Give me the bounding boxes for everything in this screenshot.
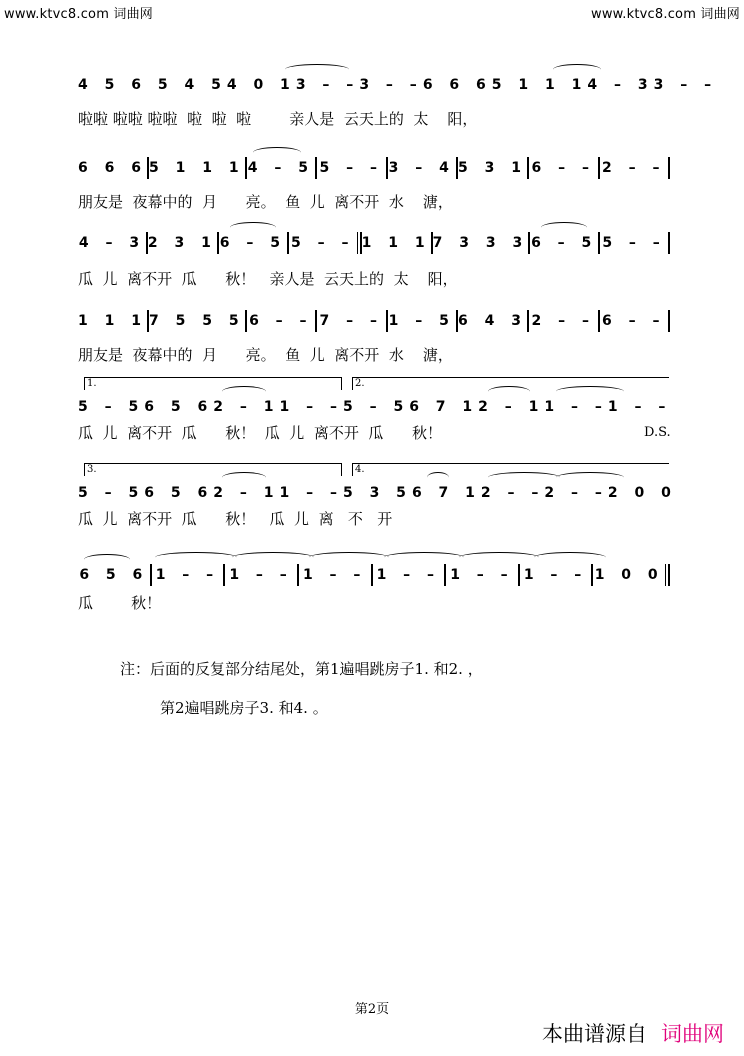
tie-arc <box>556 386 624 397</box>
measure: 6 – 5 <box>219 235 286 251</box>
measure: 6 – – <box>249 313 313 329</box>
tie-arc <box>459 552 539 563</box>
measure: 7 5 5 5 <box>148 313 245 329</box>
notes-row-7 <box>78 562 670 588</box>
watermark-left: www.ktvc8.com 词曲网 <box>4 7 154 22</box>
measure: 1 – – <box>279 399 343 415</box>
volta-label: 2. <box>355 378 365 389</box>
measure: 3 – 4 <box>388 160 455 176</box>
slur-arc <box>553 64 601 75</box>
measure: 1 – – <box>376 567 441 583</box>
measure: 4 – 3 <box>587 77 654 93</box>
notes-row-1 <box>78 72 718 98</box>
lyric-line: 啦啦 啦啦 啦啦 啦 啦 啦 亲人是 云天上的 太 阳， <box>78 110 478 128</box>
lyrics-row-4 <box>78 344 670 368</box>
measure: 1 – – <box>523 567 588 583</box>
final-barline <box>665 564 670 586</box>
measure: 5 – – <box>319 160 384 176</box>
brand-text: 本曲谱源自 <box>542 1022 647 1046</box>
slur-arc <box>230 222 276 233</box>
lyrics-row-6 <box>78 508 670 532</box>
ds-marking: D.S. <box>644 425 671 440</box>
measure: 6 6 6 <box>422 77 492 93</box>
measure: 2 – – <box>544 485 608 501</box>
tie-arc <box>534 552 606 563</box>
measure: 1 1 1 <box>361 235 431 251</box>
lyrics-row-2 <box>78 191 670 215</box>
measure: 1 – – <box>607 399 672 415</box>
measure: 2 – 1 <box>213 485 280 501</box>
watermark-right: www.ktvc8.com 词曲网 <box>590 7 740 22</box>
measure: 6 – 5 <box>531 235 598 251</box>
measure: 1 – – <box>155 567 220 583</box>
slur-arc <box>427 472 449 483</box>
measure: 5 1 1 1 <box>491 77 588 93</box>
measure: 2 0 0 <box>607 485 677 501</box>
measure: 4 – 5 <box>247 160 314 176</box>
tie-arc <box>309 552 389 563</box>
measure: 1 – – <box>279 485 343 501</box>
barline <box>668 157 670 179</box>
notes-row-3 <box>78 230 670 256</box>
tie-arc <box>384 552 464 563</box>
measure: 6 – – <box>601 313 666 329</box>
measure: 1 1 1 <box>78 313 147 329</box>
brand-footer <box>542 1018 724 1048</box>
measure: 2 – – <box>601 160 666 176</box>
measure: 6 5 6 <box>144 399 214 415</box>
tie-arc <box>488 472 560 483</box>
barline <box>668 232 670 254</box>
measure: 6 7 1 <box>411 485 481 501</box>
lyric-line: 瓜 儿 离不开 瓜 秋！ 亲人是 云天上的 太 阳， <box>78 270 458 288</box>
lyric-line: 朋友是 夜幕中的 月 亮。 鱼 儿 离不开 水 溏， <box>78 193 453 211</box>
lyrics-row-1 <box>78 108 670 132</box>
measure: 5 1 1 1 <box>148 160 245 176</box>
tie-arc <box>556 472 624 483</box>
notes-row-5 <box>78 394 670 420</box>
tie-arc <box>232 552 314 563</box>
brand-logo-text: 词曲网 <box>661 1022 724 1046</box>
measure: 1 – – <box>450 567 514 583</box>
notes-row-6 <box>78 480 677 506</box>
measure: 7 – – <box>319 313 384 329</box>
lyric-line: 瓜 儿 离不开 瓜 秋！ 瓜 儿 离 不 开 <box>78 510 393 528</box>
measure: 2 – – <box>480 485 545 501</box>
measure: 5 3 5 <box>342 485 412 501</box>
annotation-line-2: 第2遍唱跳房子3. 和4. 。 <box>160 699 328 717</box>
measure: 1 – – <box>302 567 367 583</box>
measure: 6 7 1 <box>409 399 479 415</box>
measure: 5 – 5 <box>342 399 410 415</box>
barline <box>668 310 670 332</box>
volta-bracket-3 <box>84 463 342 476</box>
measure: 1 0 0 <box>594 567 664 583</box>
measure: 4 0 1 <box>226 77 296 93</box>
volta-bracket-1 <box>84 377 342 390</box>
measure: 5 – 5 <box>78 485 145 501</box>
measure: 5 3 1 <box>458 160 528 176</box>
slur-arc <box>541 222 587 233</box>
lyric-line: 朋友是 夜幕中的 月 亮。 鱼 儿 离不开 水 溏， <box>78 346 453 364</box>
slur-arc <box>222 472 266 483</box>
measure: 1 – – <box>544 399 608 415</box>
measure: 5 – – <box>290 235 355 251</box>
measure: 2 – 1 <box>478 399 545 415</box>
measure: 2 – – <box>531 313 595 329</box>
measure: 1 – – <box>229 567 293 583</box>
measure: 4 5 6 5 4 5 <box>78 77 227 93</box>
measure: 6 5 6 <box>144 485 214 501</box>
volta-label: 3. <box>87 464 97 475</box>
lyric-line: 瓜 秋！ <box>78 594 162 612</box>
tie-arc <box>155 552 237 563</box>
lyrics-row-3 <box>78 268 670 292</box>
slur-arc <box>84 554 130 565</box>
measure: 7 3 3 3 <box>432 235 529 251</box>
volta-label: 1. <box>87 378 97 389</box>
measure: 5 – – <box>602 235 666 251</box>
slur-arc <box>253 147 301 158</box>
measure: 6 5 6 <box>79 567 149 583</box>
measure: 3 – – <box>295 77 360 93</box>
measure: 4 – 3 <box>78 235 146 251</box>
measure: 1 – 5 <box>388 313 455 329</box>
lyric-line: 瓜 儿 离不开 瓜 秋！ 瓜 儿 离不开 瓜 秋！ <box>78 424 442 442</box>
annotation-line-1: 注：后面的反复部分结尾处，第1遍唱跳房子1. 和2. ， <box>120 660 483 678</box>
slur-arc <box>222 386 266 397</box>
lyrics-row-7 <box>78 592 670 616</box>
measure: 3 – – <box>359 77 423 93</box>
measure: 6 4 3 <box>458 313 528 329</box>
measure: 6 – – <box>531 160 595 176</box>
tie-arc <box>285 64 349 75</box>
notes-row-2 <box>78 155 670 181</box>
lyrics-row-5 <box>78 422 670 446</box>
measure: 5 – 5 <box>78 399 145 415</box>
notes-row-4 <box>78 308 670 334</box>
slur-arc <box>488 386 530 397</box>
page-number: 第2页 <box>354 1002 390 1017</box>
measure: 6 6 6 <box>78 160 147 176</box>
volta-label: 4. <box>355 464 365 475</box>
measure: 2 – 1 <box>213 399 280 415</box>
measure: 3 – – <box>653 77 718 93</box>
measure: 2 3 1 <box>147 235 217 251</box>
